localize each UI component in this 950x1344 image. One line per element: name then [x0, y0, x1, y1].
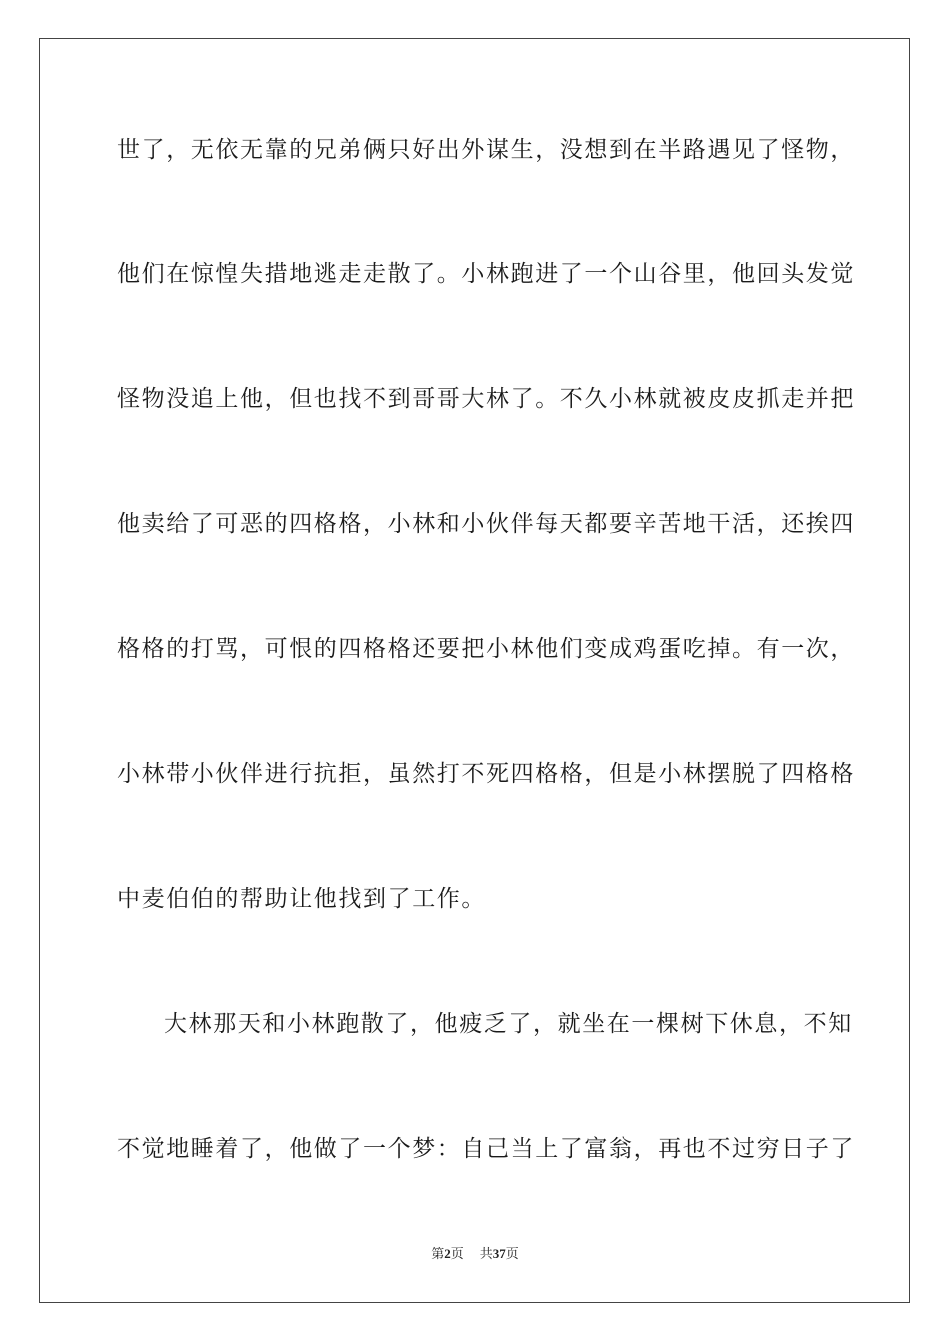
body-line: 世了，无依无靠的兄弟俩只好出外谋生，没想到在半路遇见了怪物，: [117, 137, 855, 163]
page-number: 2: [444, 1246, 451, 1261]
body-line: 不觉地睡着了，他做了一个梦：自己当上了富翁，再也不过穷日子了: [117, 1136, 855, 1162]
body-line: 他卖给了可恶的四格格，小林和小伙伴每天都要辛苦地干活，还挨四: [117, 511, 855, 537]
total-pages: 37: [492, 1246, 506, 1261]
total-suffix: 页: [505, 1247, 519, 1262]
paragraph-start-line: 大林那天和小林跑散了，他疲乏了，就坐在一棵树下休息，不知: [164, 1011, 853, 1037]
body-line: 他们在惊惶失措地逃走走散了。小林跑进了一个山谷里，他回头发觉: [117, 261, 855, 287]
page-footer: [0, 1245, 950, 1264]
page-suffix: 页: [450, 1247, 464, 1262]
page-border: [39, 38, 910, 1303]
total-prefix: 共: [479, 1247, 493, 1262]
body-line: 中麦伯伯的帮助让他找到了工作。: [117, 886, 486, 912]
body-line: 怪物没追上他，但也找不到哥哥大林了。不久小林就被皮皮抓走并把: [117, 386, 855, 412]
body-line: 格格的打骂，可恨的四格格还要把小林他们变成鸡蛋吃掉。有一次，: [117, 636, 855, 662]
page-prefix: 第: [431, 1247, 445, 1262]
body-line: 小林带小伙伴进行抗拒，虽然打不死四格格，但是小林摆脱了四格格: [117, 761, 855, 787]
